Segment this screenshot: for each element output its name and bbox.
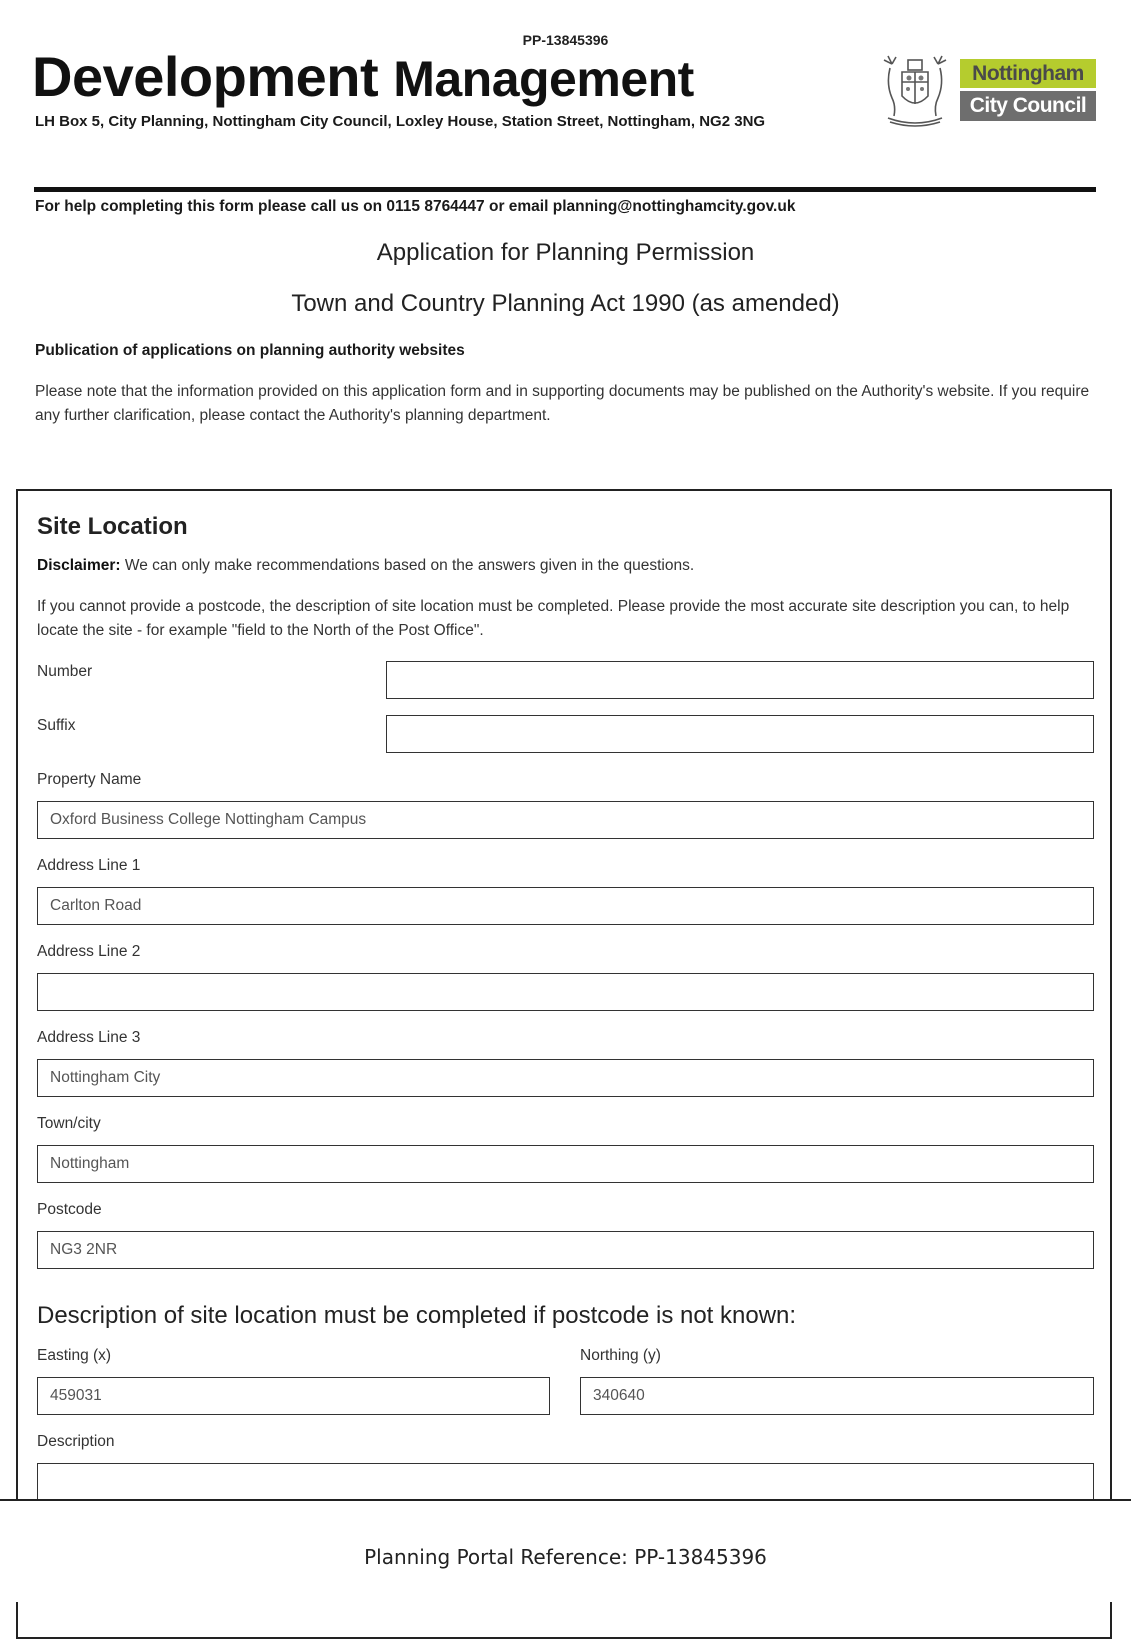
description-heading: Description of site location must be completed if postcode is not known: <box>37 1302 797 1329</box>
footer-reference: Planning Portal Reference: PP-13845396 <box>364 1545 767 1569</box>
northing-label: Northing (y) <box>580 1347 661 1364</box>
town-city-label: Town/city <box>37 1115 101 1132</box>
address-line-3-label: Address Line 3 <box>37 1029 141 1046</box>
logo-nottingham: Nottingham <box>960 59 1096 88</box>
disclaimer-label: Disclaimer: <box>37 557 121 574</box>
address-line-1-field[interactable]: Carlton Road <box>37 887 1094 925</box>
page-title <box>32 44 694 112</box>
logo-city-council: City Council <box>960 91 1096 121</box>
form-title: Application for Planning Permission <box>376 239 755 266</box>
property-name-field[interactable]: Oxford Business College Nottingham Campus <box>37 801 1094 839</box>
site-location-intro: If you cannot provide a postcode, the description of site location must be completed. Please provide the most accurate site description you can, to help locate the site - for example "field to the North of the Post Office". <box>37 598 1070 639</box>
help-contact: For help completing this form please call us on 0115 8764447 or email planning@nottinghamcity.gov.uk <box>35 198 796 215</box>
header-divider <box>34 187 1096 192</box>
publication-text: Please note that the information provided on this application form and in supporting documents may be published on the Authority's website. If you require any further clarification, please contact the Authority's planning department. <box>35 383 1090 424</box>
reference-number: PP-13845396 <box>522 32 609 48</box>
council-address: LH Box 5, City Planning, Nottingham City Council, Loxley House, Station Street, Nottingham, NG2 3NG <box>35 113 766 130</box>
publication-heading: Publication of applications on planning authority websites <box>35 342 465 359</box>
coat-of-arms-icon <box>878 54 952 128</box>
title-part-management: Management <box>393 51 694 107</box>
easting-label: Easting (x) <box>37 1347 112 1364</box>
disclaimer <box>37 557 694 575</box>
address-line-2-field[interactable] <box>37 973 1094 1011</box>
town-city-field[interactable]: Nottingham <box>37 1145 1094 1183</box>
number-field[interactable] <box>386 661 1094 699</box>
northing-field[interactable]: 340640 <box>580 1377 1094 1415</box>
council-logo <box>878 54 1098 128</box>
suffix-field[interactable] <box>386 715 1094 753</box>
address-line-3-field[interactable]: Nottingham City <box>37 1059 1094 1097</box>
suffix-label: Suffix <box>37 717 76 734</box>
form-act: Town and Country Planning Act 1990 (as amended) <box>291 290 840 317</box>
postcode-field[interactable]: NG3 2NR <box>37 1231 1094 1269</box>
address-line-2-label: Address Line 2 <box>37 943 141 960</box>
disclaimer-text: We can only make recommendations based on the answers given in the questions. <box>124 557 695 574</box>
easting-field[interactable]: 459031 <box>37 1377 550 1415</box>
property-name-label: Property Name <box>37 771 142 788</box>
address-line-1-label: Address Line 1 <box>37 857 141 874</box>
postcode-label: Postcode <box>37 1201 102 1218</box>
site-location-title: Site Location <box>37 513 188 540</box>
description-label: Description <box>37 1433 115 1450</box>
number-label: Number <box>37 663 93 680</box>
title-part-development: Development <box>32 45 379 108</box>
